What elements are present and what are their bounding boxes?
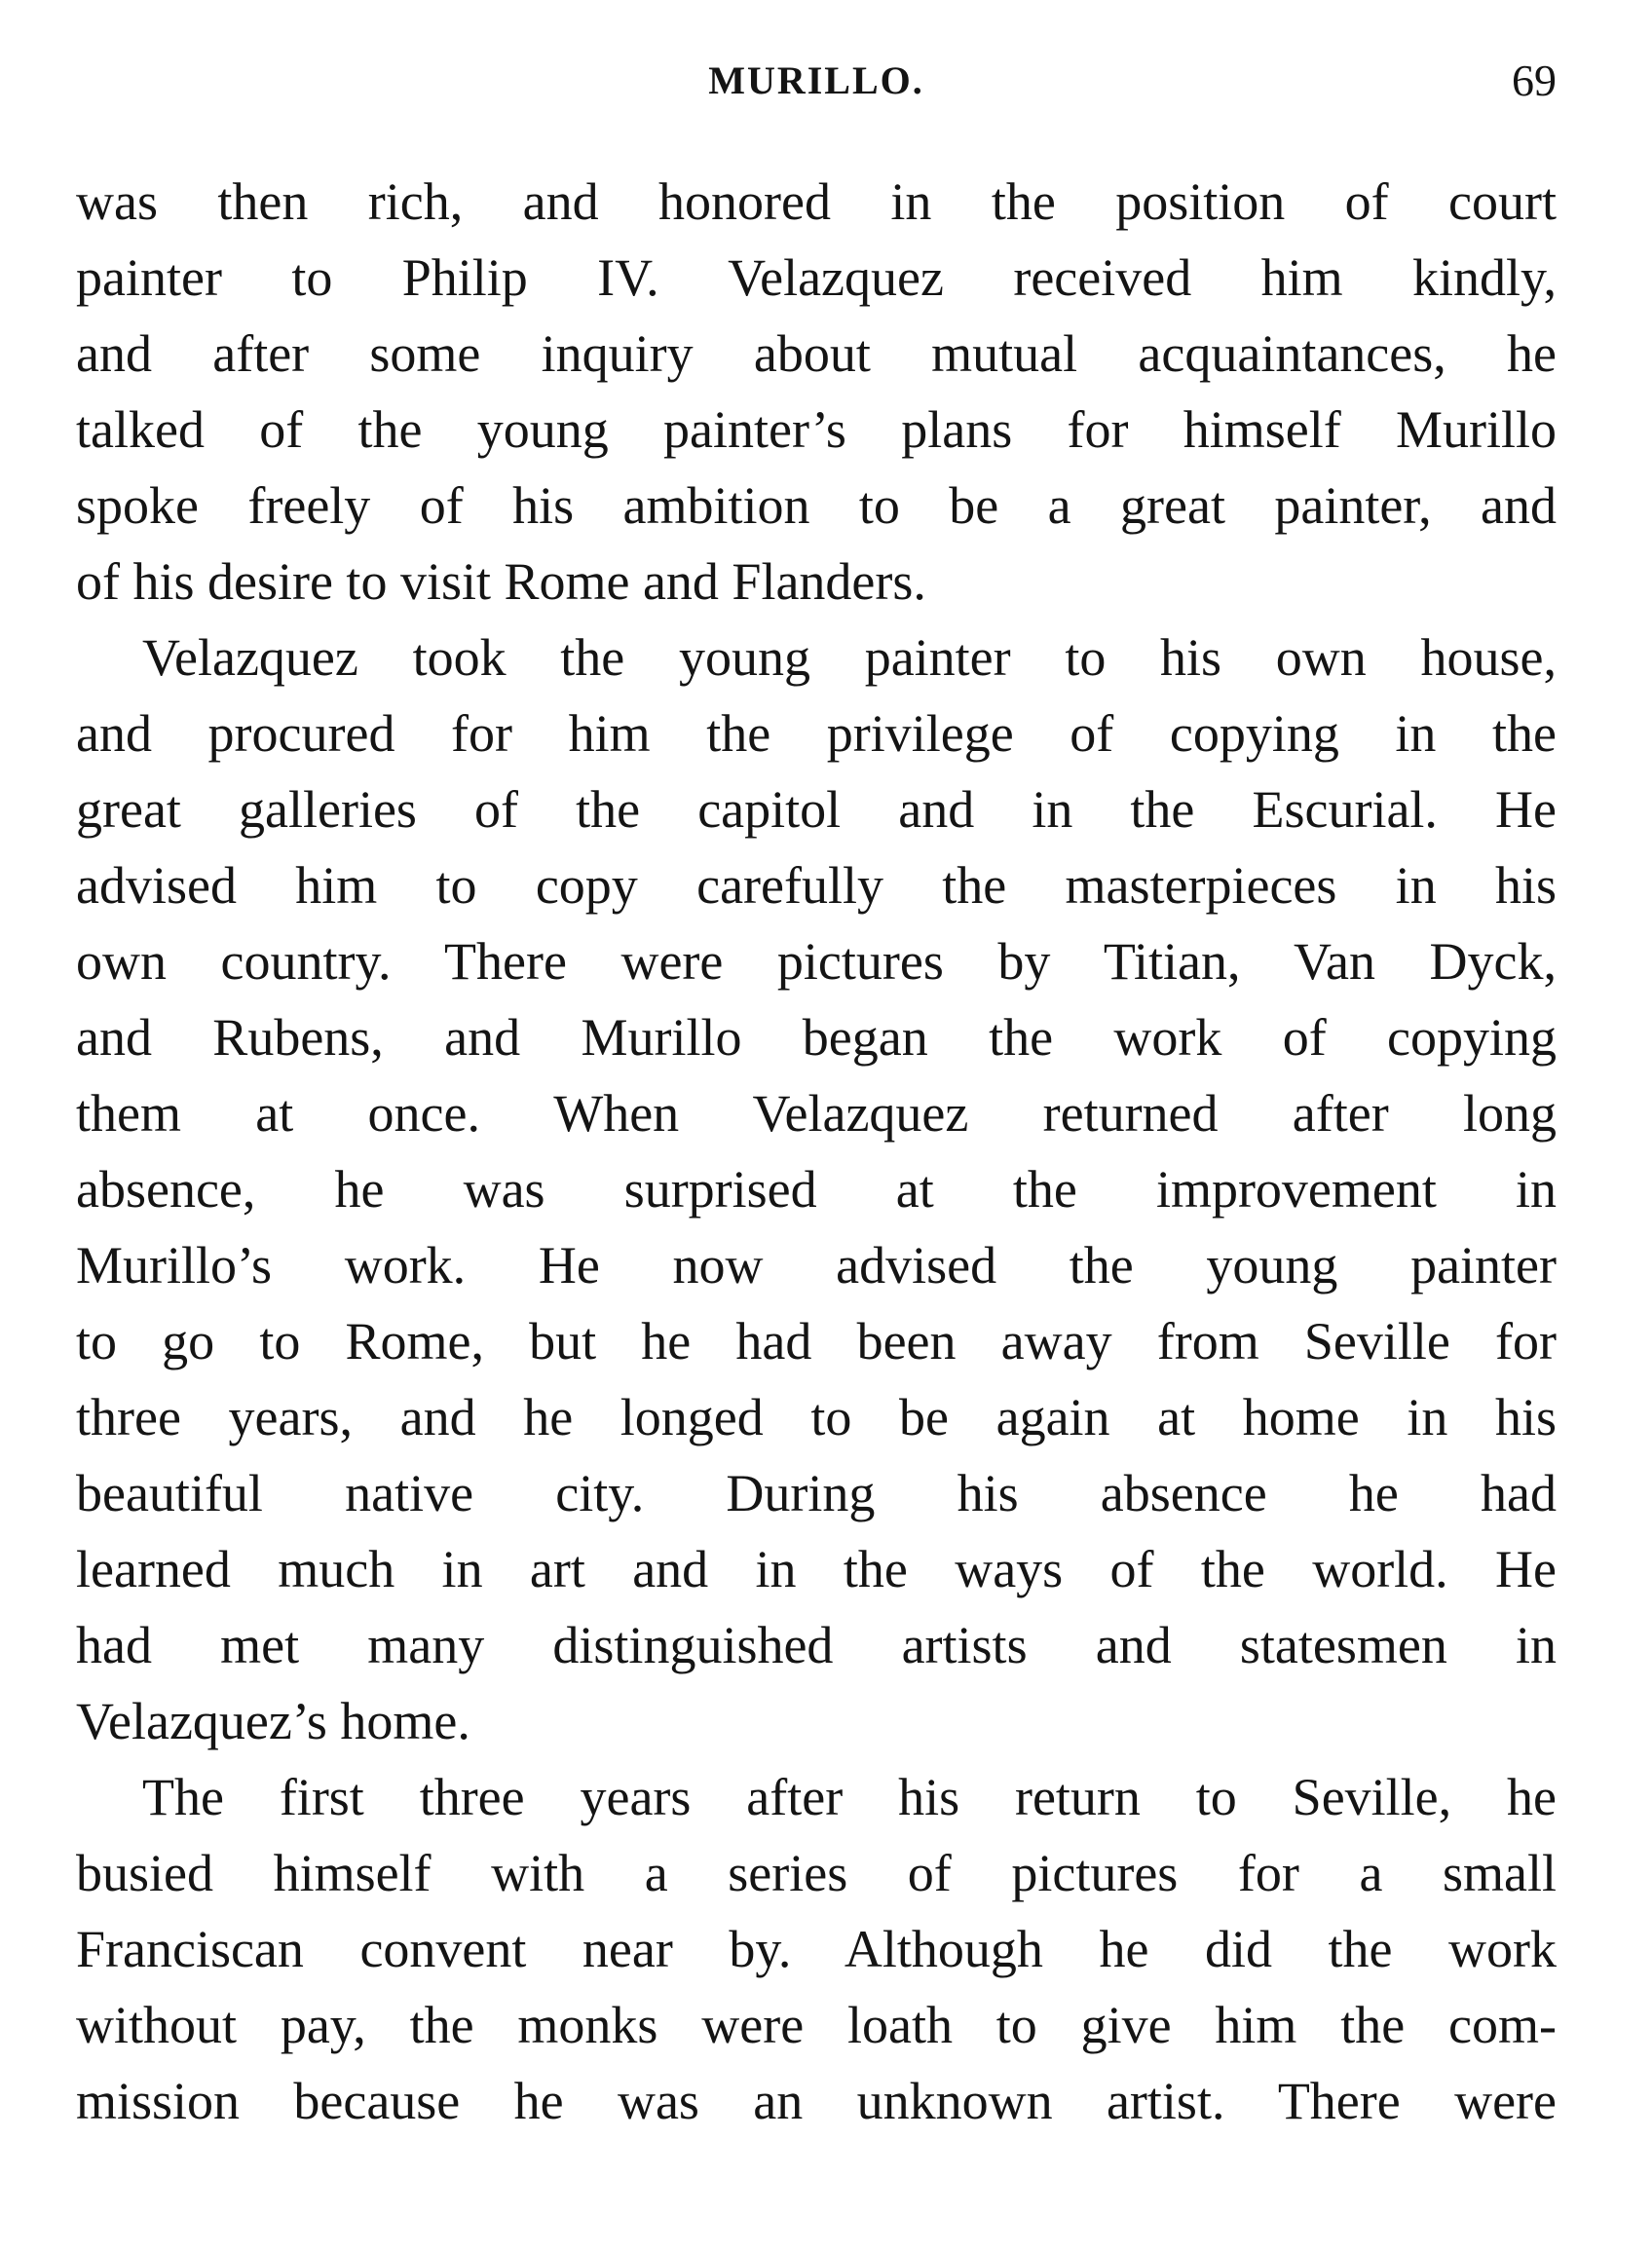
text-line: without pay, the monks were loath to give him the com- <box>76 1996 1557 2054</box>
text-line: Velazquez’s home. <box>76 1692 470 1750</box>
text-line: three years, and he longed to be again at home in his <box>76 1388 1557 1446</box>
text-line: busied himself with a series of pictures for a small <box>76 1844 1557 1902</box>
text-line: spoke freely of his ambition to be a great painter, and <box>76 476 1557 535</box>
text-line: to go to Rome, but he had been away from Seville for <box>76 1312 1557 1370</box>
text-line: and after some inquiry about mutual acquaintances, he <box>76 324 1557 383</box>
text-line: The first three years after his return to Seville, he <box>142 1768 1557 1826</box>
text-line: painter to Philip IV. Velazquez received him kindly, <box>76 248 1557 307</box>
text-line: them at once. When Velazquez returned after long <box>76 1084 1557 1143</box>
text-line: beautiful native city. During his absence he had <box>76 1464 1557 1522</box>
text-line: Velazquez took the young painter to his own house, <box>142 628 1557 687</box>
text-line: advised him to copy carefully the masterpieces in his <box>76 856 1557 915</box>
chapter-title: MURILLO. <box>708 58 924 102</box>
text-line: was then rich, and honored in the position of court <box>76 172 1557 231</box>
text-line: learned much in art and in the ways of the world. He <box>76 1540 1557 1598</box>
text-line: talked of the young painter’s plans for himself Murillo <box>76 400 1557 459</box>
text-line: mission because he was an unknown artist. There were <box>76 2072 1557 2130</box>
text-line: Franciscan convent near by. Although he did the work <box>76 1920 1557 1978</box>
page-number: 69 <box>1512 56 1557 105</box>
text-line: and procured for him the privilege of copying in the <box>76 704 1557 763</box>
text-line: own country. There were pictures by Titian, Van Dyck, <box>76 932 1557 991</box>
text-line: Murillo’s work. He now advised the young painter <box>76 1236 1557 1295</box>
body-text <box>76 164 1557 2139</box>
text-line: great galleries of the capitol and in the Escurial. He <box>76 780 1557 839</box>
text-line: absence, he was surprised at the improvement in <box>76 1160 1557 1219</box>
text-line: and Rubens, and Murillo began the work of copying <box>76 1008 1557 1067</box>
text-line: of his desire to visit Rome and Flanders. <box>76 552 926 611</box>
running-head <box>76 47 1557 115</box>
text-line: had met many distinguished artists and statesmen in <box>76 1616 1557 1674</box>
